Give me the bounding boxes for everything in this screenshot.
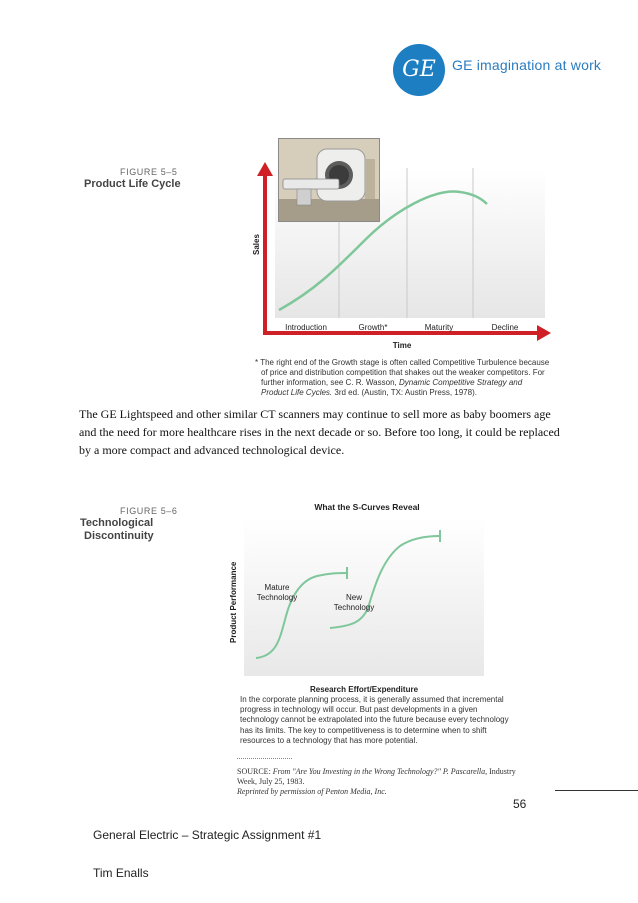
y-axis-arrow bbox=[257, 162, 273, 176]
stage-label-decline: Decline bbox=[491, 323, 519, 332]
source-text: From "Are You Investing in the Wrong Technology?" P. Pascarella, bbox=[272, 767, 488, 776]
new-technology-label-1: New bbox=[345, 593, 363, 602]
figure-2-text: In the corporate planning process, it is generally assumed that incremental progress in technology will occur. But past developments in a given technology cannot be extrapolated into the future because every technology has its limits. The key to competitiveness is to determine when to shift resources to a technology that has more potential. bbox=[240, 695, 509, 745]
mature-technology-label-1: Mature bbox=[264, 583, 290, 592]
figure-2-title-line-2: Discontinuity bbox=[84, 530, 154, 542]
footnote-line-3-text: further information, see C. R. Wasson, bbox=[261, 378, 397, 387]
ge-tagline: GE imagination at work bbox=[452, 57, 602, 73]
figure-2-source bbox=[237, 767, 537, 797]
footnote-line-1: * The right end of the Growth stage is often called Competitive Turbulence because bbox=[255, 358, 550, 367]
footnote-line-4 bbox=[255, 388, 555, 398]
figure-1-title: Product Life Cycle bbox=[84, 178, 181, 190]
footnote-line-4-italic: Product Life Cycles. bbox=[261, 388, 333, 397]
y-axis-label: Sales bbox=[252, 234, 261, 255]
footnote-line-4-text: 3rd ed. (Austin, TX: Austin Press, 1978). bbox=[334, 388, 477, 397]
footnote-line-2: of price and distribution competition that shakes out the weaker competitors. For bbox=[261, 368, 545, 377]
source-publication: Industry Week, July 25, 1983. bbox=[237, 767, 516, 786]
footnote-line-3-italic: Dynamic Competitive Strategy and bbox=[399, 378, 523, 387]
source-label: SOURCE: bbox=[237, 767, 271, 776]
footer-rule bbox=[555, 790, 638, 791]
figure-1-footnote bbox=[255, 358, 555, 398]
new-technology-label-2: Technology bbox=[333, 603, 375, 612]
stage-label-introduction: Introduction bbox=[285, 323, 327, 332]
s-x-axis-label: Research Effort/Expenditure bbox=[309, 685, 419, 694]
footer-title: General Electric – Strategic Assignment #1 bbox=[93, 828, 322, 842]
body-paragraph: The GE Lightspeed and other similar CT scanners may continue to sell more as baby boomers age and the need for more healthcare rises in the next decade or so. Before too long, it could be replaced by a more compact and advanced technological device. bbox=[79, 407, 560, 457]
s-curves-chart bbox=[222, 498, 522, 698]
ge-logo: GE bbox=[393, 44, 445, 96]
x-axis-label: Time bbox=[392, 341, 412, 350]
figure-2-title-line-1: Technological bbox=[80, 517, 154, 529]
figure-1-number: FIGURE 5–5 bbox=[120, 167, 178, 177]
stage-label-maturity: Maturity bbox=[424, 323, 454, 332]
footer-author: Tim Enalls bbox=[93, 866, 149, 880]
figure-2-number: FIGURE 5–6 bbox=[120, 506, 178, 516]
ct-scanner-photo bbox=[278, 138, 380, 222]
x-axis-arrow bbox=[537, 325, 551, 341]
s-y-axis-label: Product Performance bbox=[229, 561, 238, 643]
stage-label-growth: Growth* bbox=[358, 323, 388, 332]
source-divider bbox=[237, 758, 292, 759]
page-number: 56 bbox=[513, 797, 527, 811]
s-curves-title: What the S-Curves Reveal bbox=[314, 502, 420, 512]
source-reprint: Reprinted by permission of Penton Media, Inc. bbox=[237, 787, 387, 796]
footnote-line-3 bbox=[255, 378, 555, 388]
mature-technology-label-2: Technology bbox=[256, 593, 298, 602]
